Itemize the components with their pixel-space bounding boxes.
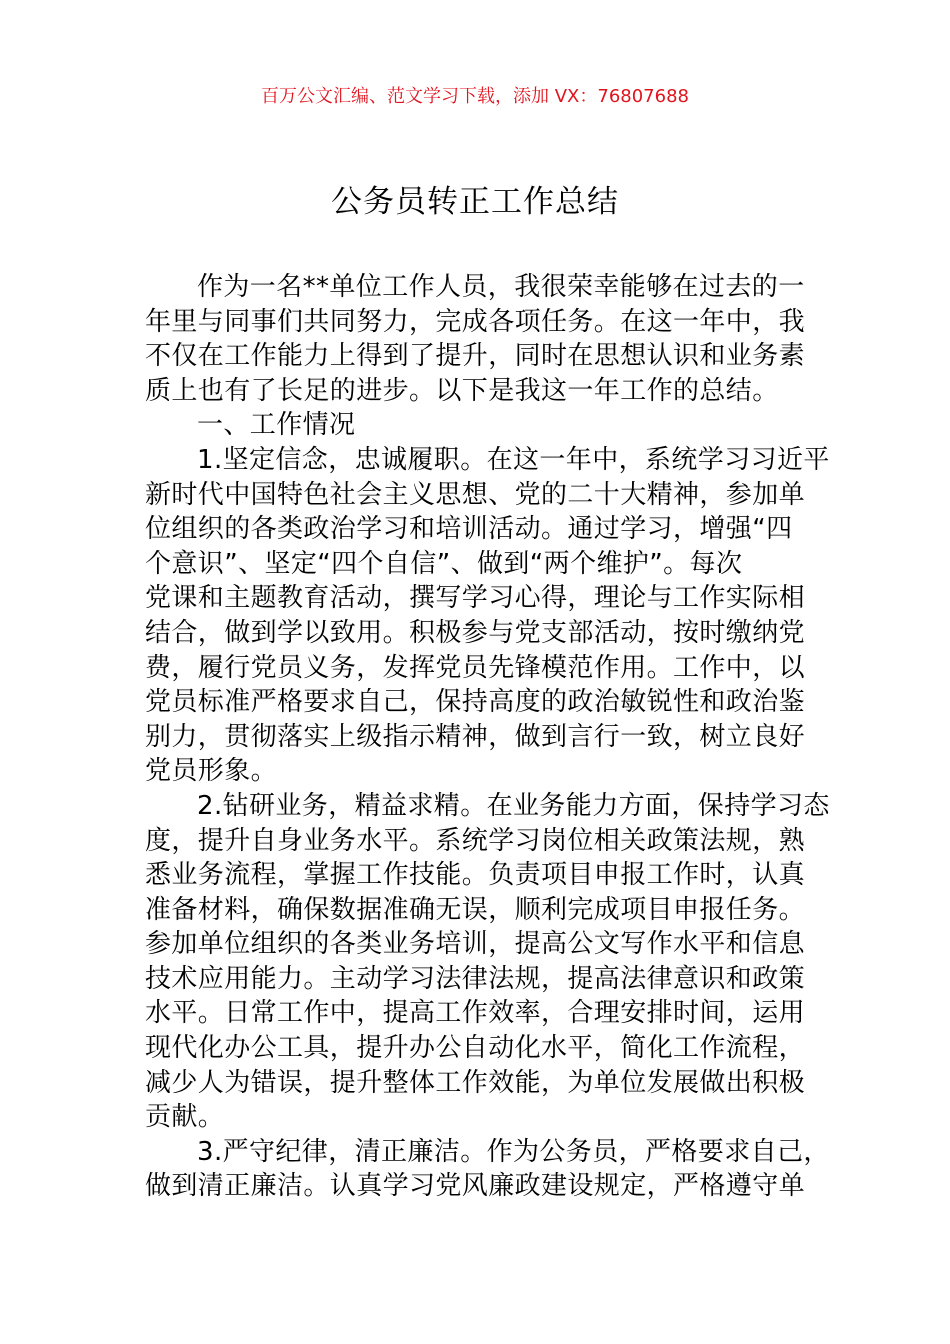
body-line: 党课和主题教育活动，撰写学习心得，理论与工作实际相 <box>145 583 806 614</box>
body-line: 准备材料，确保数据准确无误，顺利完成项目申报任务。 <box>145 894 806 925</box>
body-line: 党员形象。 <box>145 756 278 787</box>
body-line: 党员标准严格要求自己，保持高度的政治敏锐性和政治鉴 <box>145 687 806 718</box>
body-line: 技术应用能力。主动学习法律法规，提高法律意识和政策 <box>145 963 806 994</box>
body-line: 费，履行党员义务，发挥党员先锋模范作用。工作中，以 <box>145 652 806 683</box>
body-line: 别力，贯彻落实上级指示精神，做到言行一致，树立良好 <box>145 721 806 752</box>
body-line: 悉业务流程，掌握工作技能。负责项目申报工作时，认真 <box>145 860 806 891</box>
body-line: 不仅在工作能力上得到了提升，同时在思想认识和业务素 <box>145 341 806 372</box>
body-line: 贡献。 <box>145 1102 225 1133</box>
body-line: 做到清正廉洁。认真学习党风廉政建设规定，严格遵守单 <box>145 1171 806 1202</box>
body-line: 3.严守纪律，清正廉洁。作为公务员，严格要求自己， <box>197 1136 830 1167</box>
body-line: 2.钻研业务，精益求精。在业务能力方面，保持学习态 <box>197 790 830 821</box>
section-heading: 一、工作情况 <box>197 410 356 441</box>
body-line: 参加单位组织的各类业务培训，提高公文写作水平和信息 <box>145 929 806 960</box>
body-line: 现代化办公工具，提升办公自动化水平，简化工作流程， <box>145 1033 806 1064</box>
body-line: 减少人为错误，提升整体工作效能，为单位发展做出积极 <box>145 1067 806 1098</box>
body-line: 年里与同事们共同努力，完成各项任务。在这一年中，我 <box>145 306 806 337</box>
body-line: 位组织的各类政治学习和培训活动。通过学习，增强“四 <box>145 514 793 545</box>
body-line: 作为一名**单位工作人员，我很荣幸能够在过去的一 <box>197 272 805 302</box>
body-line: 水平。日常工作中，提高工作效率，合理安排时间，运用 <box>145 998 806 1029</box>
body-line: 1.坚定信念，忠诚履职。在这一年中，系统学习习近平 <box>197 444 830 475</box>
body-line: 质上也有了长足的进步。以下是我这一年工作的总结。 <box>145 375 779 406</box>
body-line: 度，提升自身业务水平。系统学习岗位相关政策法规，熟 <box>145 825 806 856</box>
document-body <box>145 270 830 1204</box>
watermark-header: 百万公文汇编、范文学习下载，添加 VX：76807688 <box>261 86 689 107</box>
body-line: 新时代中国特色社会主义思想、党的二十大精神，参加单 <box>145 479 806 510</box>
document-title: 公务员转正工作总结 <box>331 184 619 220</box>
body-line: 个意识”、坚定“四个自信”、做到“两个维护”。每次 <box>145 548 743 579</box>
body-line: 结合，做到学以致用。积极参与党支部活动，按时缴纳党 <box>145 617 806 648</box>
